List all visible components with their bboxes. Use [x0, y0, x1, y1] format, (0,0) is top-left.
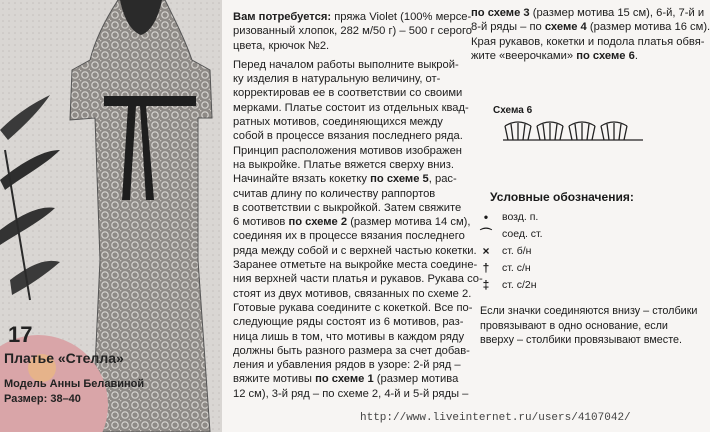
fan-motif-3	[569, 122, 595, 140]
text-emphasis: по схеме 6	[576, 49, 635, 62]
text-line	[233, 301, 473, 315]
text-line	[233, 387, 469, 401]
text-span: ряда между собой и с верхней частью кокетки.	[233, 244, 477, 257]
text-line	[233, 158, 461, 172]
watermark-url: http://www.liveinternet.ru/users/4107042/	[360, 412, 631, 424]
text-span: (размер мотива 15 см), 6-й, 7-й и	[529, 7, 705, 19]
text-line	[233, 358, 461, 372]
scheme-6-diagram	[503, 118, 643, 153]
text-line	[233, 244, 477, 258]
text-line	[471, 6, 705, 20]
text-span: на выкройке. Платье вяжется сверху вниз.	[233, 158, 454, 171]
text-span: собой в процессе вязания последнего ряда.	[233, 130, 463, 143]
note-line: Если значки соединяются внизу – столбики	[480, 305, 698, 317]
text-line	[233, 187, 461, 201]
text-span: 12 см), 3-й ряд – по схеме 2, 4-й и 5-й ряды –	[233, 387, 469, 400]
text-span: мерками. Платье состоит из отдельных квад-	[233, 101, 469, 114]
text-span: 8-й ряды – по	[471, 21, 545, 34]
text-line	[233, 201, 461, 215]
text-line	[233, 344, 470, 358]
legend-symbol-icon: †	[482, 260, 490, 275]
text-span: считав длину по количеству раппортов	[233, 187, 436, 200]
text-span: соединяя их в процессе вязания последнего	[233, 230, 465, 243]
text-line	[233, 129, 461, 143]
text-line	[233, 86, 461, 100]
text-emphasis: Вам потребуется:	[233, 11, 332, 23]
fan-motif-2	[537, 122, 563, 140]
text-line	[471, 35, 705, 49]
fan-motif-1	[505, 122, 531, 140]
text-span: .	[634, 49, 638, 62]
text-emphasis: по схеме 3	[471, 7, 530, 19]
text-span: , рас-	[428, 173, 457, 186]
text-line	[233, 258, 478, 272]
text-span: ризованный хлопок, 282 м/50 г) – 500 г серого	[233, 25, 473, 38]
text-line	[233, 24, 473, 38]
text-span: Заранее отметьте на выкройке места соедине-	[233, 259, 478, 272]
text-line	[233, 215, 471, 229]
text-span: 6 мотивов	[233, 216, 289, 229]
text-line	[471, 49, 681, 63]
legend-item	[478, 242, 543, 259]
dress-title: Платье «Стелла»	[4, 350, 124, 366]
dress-model-author: Модель Анны Белавиной	[4, 378, 145, 390]
text-line	[233, 144, 461, 158]
dress-size: Размер: 38–40	[4, 393, 81, 405]
text-span: (размер мотива 14 см),	[347, 216, 471, 229]
note-line: вверху – столбики провязывают вместе.	[480, 334, 683, 346]
text-span: Края рукавов, кокетки и подола платья обвя-	[471, 35, 705, 48]
text-emphasis: по схеме 1	[315, 373, 374, 386]
text-line	[233, 315, 464, 329]
instructions-column-1	[233, 10, 483, 401]
text-line	[471, 20, 710, 34]
text-span: Начинайте вязать кокетку	[233, 173, 371, 186]
instructions-column-2	[471, 6, 710, 63]
text-line	[233, 58, 461, 72]
legend-title: Условные обозначения:	[490, 190, 634, 204]
text-line	[233, 72, 461, 86]
legend-item	[478, 276, 543, 293]
text-span: Перед началом работы выполните выкрой-	[233, 58, 459, 71]
text-span: Принцип расположения мотивов изображен	[233, 144, 462, 157]
text-span: ница лишь в том, что мотивы в каждом ряду	[233, 330, 465, 343]
text-line	[233, 372, 461, 386]
text-line	[233, 172, 461, 186]
legend-label: соед. ст.	[502, 227, 543, 240]
text-line	[233, 287, 472, 301]
text-line	[233, 101, 469, 115]
legend-item	[478, 208, 543, 225]
text-span: цвета, крючок №2.	[233, 39, 330, 52]
note-line: провязывают в одно основание, если	[480, 319, 668, 332]
legend-label: ст. с/н	[502, 261, 531, 274]
text-line	[233, 115, 461, 129]
text-line	[233, 272, 483, 286]
text-line	[233, 39, 461, 53]
scheme-6-label: Схема 6	[493, 105, 533, 116]
text-span: ления и убавления рядов в узоре: 2-й ряд –	[233, 359, 461, 372]
text-emphasis: схеме 4	[544, 21, 587, 34]
fan-motif-4	[601, 122, 627, 140]
text-span: ратных мотивов, соединяющихся между	[233, 116, 443, 129]
text-span: (размер мотива	[373, 373, 459, 386]
text-span: корректировав ее в соответствии со своими	[233, 87, 463, 100]
legend-list	[478, 208, 543, 293]
legend-item	[478, 259, 543, 276]
text-span: пряжа Violet (100% мерсе-	[331, 11, 472, 23]
text-span: должны быть разного размера за счет добав-	[233, 344, 470, 357]
text-emphasis: по схеме 2	[288, 216, 348, 229]
text-span: (размер мотива 16 см).	[586, 21, 710, 34]
legend-note	[480, 304, 698, 348]
legend-label: возд. п.	[502, 210, 539, 223]
legend-symbol-icon: ‡	[482, 277, 490, 292]
text-span: вяжите мотивы	[233, 373, 316, 386]
text-span: ния верхней части платья и рукавов. Рукава со-	[233, 273, 483, 286]
page-number: 17	[8, 322, 33, 347]
legend-item	[478, 225, 543, 242]
text-emphasis: по схеме 5	[370, 173, 429, 186]
legend-label: ст. с/2н	[502, 278, 537, 291]
legend-symbol-icon: ⌒	[479, 227, 492, 241]
legend-label: ст. б/н	[502, 244, 532, 257]
text-span: следующие ряды состоят из 6 мотивов, раз-	[233, 316, 464, 329]
text-line	[233, 229, 465, 243]
text-span: Готовые рукава соедините с кокеткой. Все по-	[233, 301, 473, 314]
dress-title-block	[4, 350, 204, 407]
text-span: ку изделия в натуральную величину, от-	[233, 73, 441, 86]
text-span: жите «веерочками»	[471, 49, 577, 62]
text-span: в соответствии с выкройкой. Затем свяжите	[233, 201, 462, 214]
text-line	[233, 330, 465, 344]
legend-symbol-icon: •	[483, 209, 489, 224]
text-span: стоят из двух мотивов, связанных по схеме 2.	[233, 287, 472, 300]
legend-symbol-icon: ×	[482, 243, 490, 258]
text-line	[233, 10, 472, 24]
